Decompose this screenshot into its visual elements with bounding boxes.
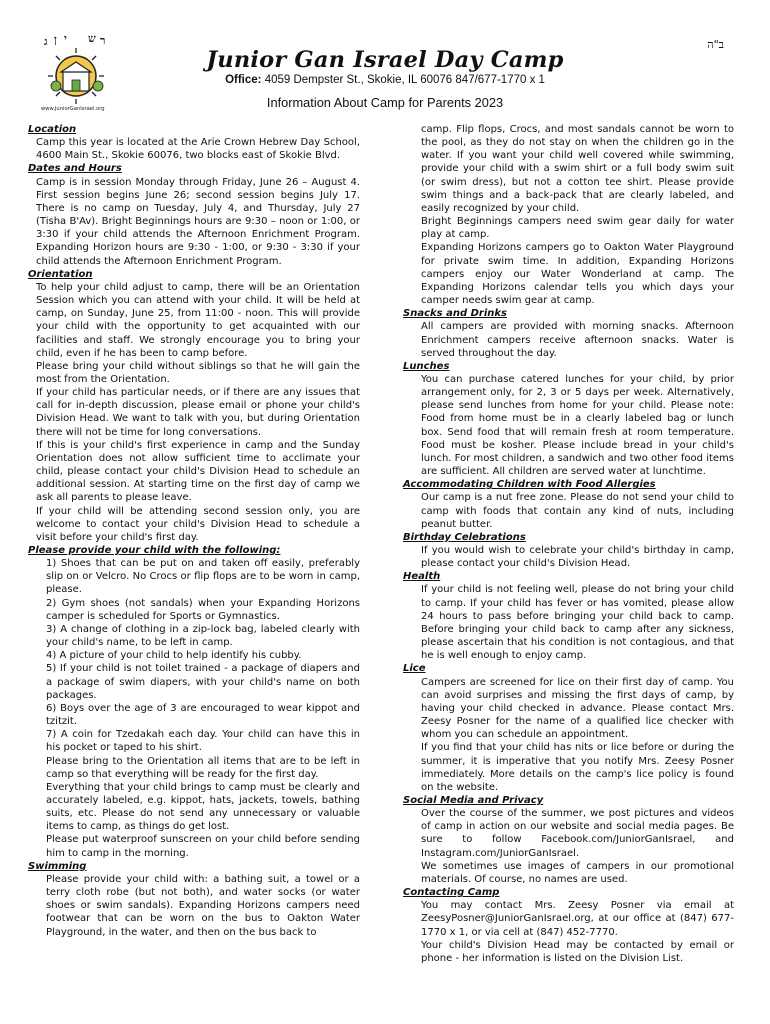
- logo-url: www.JuniorGanIsrael.org: [41, 106, 105, 112]
- snacks-heading: Snacks and Drinks: [403, 308, 507, 320]
- provide-heading: Please provide your child with the following:: [28, 545, 281, 556]
- left-column: [28, 123, 360, 939]
- office-line: [0, 74, 770, 86]
- lunches-heading: Lunches: [403, 360, 450, 372]
- provide-item: 3) A change of clothing in a zip-lock bag, labeled clearly with your child's name, to be left in camp.: [46, 623, 360, 649]
- provide-item: Please put waterproof sunscreen on your child before sending him to camp in the morning.: [46, 834, 360, 859]
- right-column: [403, 123, 734, 965]
- orientation-text-4: If this is your child's first experience in camp and the Sunday Orientation does not allow sufficient time to acclimate your child, please contact your child's Division Head to schedule an additional session. At starting time on the first day of camp we ask all parents to please leave.: [36, 439, 360, 504]
- health-text: If your child is not feeling well, please do not bring your child to camp. If your child has fever or has vomited, please allow 24 hours to pass before bringing your child back to camp. Before bringing your child back to camp after any sickness, please ascertain that his condition is not contagious, and that he is well enough to enjoy camp.: [421, 584, 734, 662]
- hebrew-mark: ב"ה: [707, 38, 724, 51]
- contact-text-2: Your child's Division Head may be contacted by email or phone - her information is listed on the Division List.: [421, 939, 734, 964]
- location-text: Camp this year is located at the Arie Crown Hebrew Day School, 4600 Main St., Skokie 60076, two blocks east of Skokie Blvd.: [36, 137, 360, 162]
- svg-text:ש: ש: [88, 34, 96, 45]
- svg-text:ר: ר: [100, 34, 106, 47]
- birthday-text: If you would wish to celebrate your child's birthday in camp, please contact your child's Division Head.: [421, 545, 734, 570]
- lice-text-2: If you find that your child has nits or lice before or during the summer, it is imperative that you notify Mrs. Zeesy Posner immediately. More details on the camp's lice policy is found on the website.: [421, 742, 734, 793]
- allergies-text: Our camp is a nut free zone. Please do not send your child to camp with foods that contain any kind of nuts, including peanut butter.: [421, 492, 734, 530]
- birthday-heading: Birthday Celebrations: [403, 531, 526, 543]
- social-text-1: Over the course of the summer, we post pictures and videos of camp in action on our website and social media pages. Be sure to follow Facebook.com/JuniorGanIsrael, and Instagram.com/JuniorGanIsrael.: [421, 808, 734, 859]
- dates-text: Camp is in session Monday through Friday, June 26 – August 4. First session begins June 26; second session begins July 17. There is no camp on Tuesday, July 4, and Thursday, July 27 (Tisha B'Av). Bright Beginnings hours are 9:30 – noon or 1:00, or 3:30 if your child attends the Afternoon Enrichment Program. Expanding Horizon hours are 9:30 - 1:00, or 9:30 - 3:30 if your child attends the Afternoon Enrichment Program.: [36, 176, 360, 267]
- swimming-text: Please provide your child with: a bathing suit, a towel or a terry cloth robe (but not both), and water socks (or water shoes or swim sandals). Expanding Horizons campers need footwear that can be worn on the bus to Oakton Water Playground, in the water, and then on the bus back to: [46, 873, 360, 938]
- provide-item: Everything that your child brings to camp must be clearly and accurately labeled, e.g. kippot, hats, jackets, towels, bathing suits, etc. Please do not send any unnecessary or valuable items to camp, as things do get lost.: [46, 781, 360, 833]
- office-text: 4059 Dempster St., Skokie, IL 60076 847/677-1770 x 1: [264, 74, 545, 86]
- swimming-text-continued: camp. Flip flops, Crocs, and most sandals cannot be worn to the pool, as they do not stay on when the children go in the water. If you want your child well covered while swimming, provide your child with a swim shirt or a full body swim suit (or swim dress), but not a cotton tee shirt. Please provide swim things and a back-pack that are clearly labeled, and easily recognized by your child.: [421, 124, 734, 214]
- provide-item: 1) Shoes that can be put on and taken off easily, preferably slip on or Velcro. No Crocs or flip flops are to be worn in camp, please.: [46, 558, 360, 596]
- location-heading: Location: [28, 124, 77, 135]
- svg-text:י: י: [64, 34, 67, 45]
- orientation-text-3: If your child has particular needs, or if there are any issues that call for in-depth discussion, please email or phone your child's Division Head. We want to talk with you, but during Orientation there will not be time for long conversations.: [36, 387, 360, 438]
- provide-item: 7) A coin for Tzedakah each day. Your child can have this in his pocket or taped to his shirt.: [46, 729, 360, 754]
- info-title: Information About Camp for Parents 2023: [266, 95, 504, 110]
- health-heading: Health: [403, 571, 441, 583]
- provide-item: 4) A picture of your child to help identify his cubby.: [46, 650, 302, 662]
- contact-heading: Contacting Camp: [403, 887, 500, 899]
- svg-text:ג: ג: [44, 35, 48, 48]
- orientation-text-5: If your child will be attending second session only, you are welcome to contact your child's Division Head to schedule a visit before your child's first day.: [36, 505, 360, 543]
- snacks-text: All campers are provided with morning snacks. Afternoon Enrichment campers receive afternoon snacks. Water is served throughout the day.: [421, 321, 734, 359]
- social-heading: Social Media and Privacy: [403, 794, 544, 806]
- office-label: Office:: [225, 74, 262, 86]
- provide-item: 2) Gym shoes (not sandals) when your Expanding Horizons camper is scheduled for Sports or Gymnastics.: [46, 597, 360, 622]
- orientation-text-2: Please bring your child without siblings so that he will gain the most from the Orientation.: [36, 360, 360, 385]
- contact-text-1: You may contact Mrs. Zeesy Posner via email at ZeesyPosner@JuniorGanIsrael.org, at our office at (847) 677-1770 x 1, or via cell at (847) 452-7770.: [421, 900, 734, 938]
- provide-item: 6) Boys over the age of 3 are encouraged to wear kippot and tzitzit.: [46, 702, 360, 728]
- allergies-heading: Accommodating Children with Food Allergies: [403, 479, 656, 491]
- social-text-2: We sometimes use images of campers in our promotional materials. Of course, no names are used.: [421, 860, 734, 885]
- orientation-heading: Orientation: [28, 268, 93, 280]
- swimming-text-3: Expanding Horizons campers go to Oakton Water Playground for private swim time. In addition, Expanding Horizons campers enjoy our Water Wonderland at camp. The Expanding Horizons calendar tells you which days your camper needs swim gear at camp.: [421, 242, 734, 307]
- dates-heading: Dates and Hours: [28, 163, 122, 175]
- orientation-text-1: To help your child adjust to camp, there will be an Orientation Session which you can attend with your child. It will be held at camp, on Sunday, June 25, from 11:00 - noon. This will provide your child with the opportunity to get acquainted with our facilities and staff. We strongly encourage you to bring your child, even if he has been to camp before.: [36, 281, 360, 359]
- provide-item: 5) If your child is not toilet trained - a package of diapers and a package of swim diapers, with your child's name on both packages.: [46, 663, 360, 701]
- lice-text-1: Campers are screened for lice on their first day of camp. You can avoid surprises and missing the first days of camp, by having your child checked in advance. Please contact Mrs. Zeesy Posner for the name of a qualified lice checker with whom you can schedule an appointment.: [421, 676, 734, 741]
- page-title: Junior Gan Israel Day Camp: [206, 47, 564, 73]
- svg-text:ן: ן: [54, 34, 57, 46]
- provide-item: Please bring to the Orientation all items that are to be left in camp so that everything will be ready for the first day.: [46, 755, 360, 780]
- swimming-heading: Swimming: [28, 860, 87, 872]
- lice-heading: Lice: [403, 663, 426, 675]
- swimming-text-2: Bright Beginnings campers need swim gear daily for water play at camp.: [421, 216, 734, 241]
- lunches-text: You can purchase catered lunches for your child, by prior arrangement only, for 2, 3 or 5 days per week. Alternatively, please send lunches from home for your child. Please note: Food from home must be in a clearly labeled bag or lunch box. Send food that will remain fresh at room temperature. Food must be kosher. Please include bread in your child's lunch. For most children, a sandwich and two other food items are sufficient. All children are served water at lunchtime.: [421, 373, 734, 478]
